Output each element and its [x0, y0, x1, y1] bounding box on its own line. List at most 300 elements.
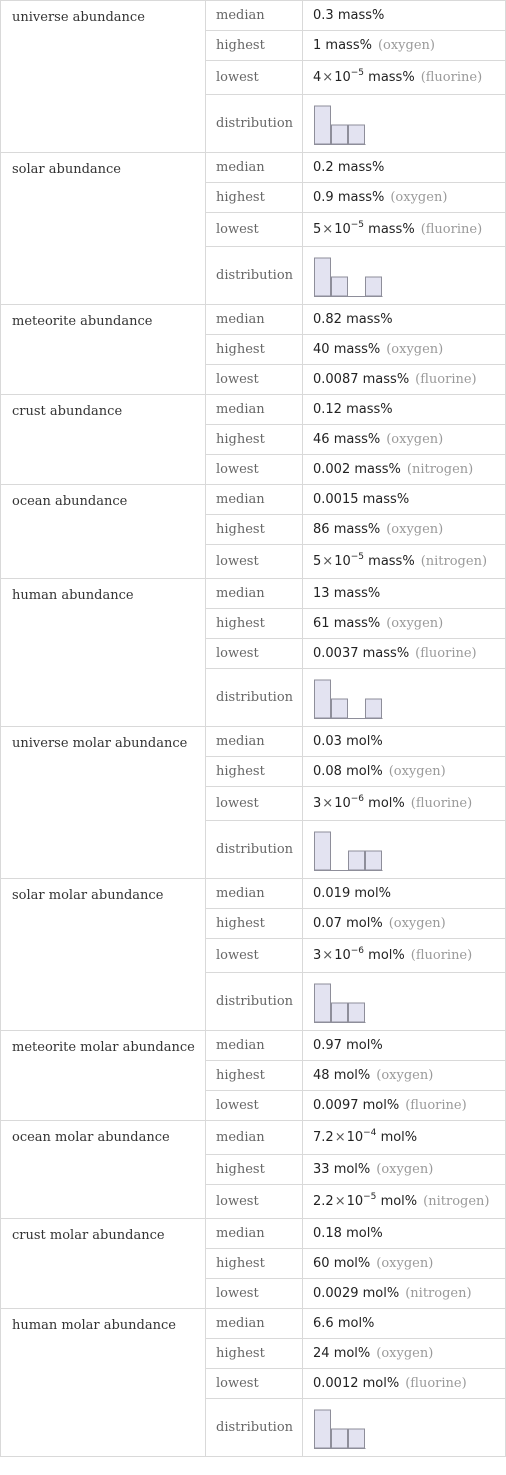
distribution-histogram: [313, 1407, 383, 1451]
property-cell: [0, 726, 206, 879]
element-note: (oxygen): [386, 432, 444, 447]
subproperty-cell: [205, 1218, 303, 1249]
value-text: [313, 1130, 417, 1145]
value-cell: [302, 182, 506, 213]
distribution-histogram: [313, 829, 383, 873]
value-number: 0.002: [313, 462, 351, 477]
subproperty-label: median: [216, 1130, 265, 1145]
subproperty-label: highest: [216, 764, 265, 779]
subproperty-cell: [205, 212, 303, 247]
value-number: 24: [313, 1346, 330, 1361]
subproperty-label: median: [216, 1316, 265, 1331]
subproperty-label: lowest: [216, 1286, 259, 1301]
subproperty-label: lowest: [216, 1098, 259, 1113]
element-note: (nitrogen): [406, 462, 474, 477]
value-unit: mass%: [368, 222, 415, 237]
subproperty-label: median: [216, 8, 265, 23]
value-exponent: −4: [363, 1128, 377, 1138]
value-cell: [302, 820, 506, 879]
value-unit: mol%: [333, 1162, 371, 1177]
value-unit: mass%: [368, 70, 415, 85]
value-text: [313, 1068, 433, 1083]
value-cell: [302, 0, 506, 31]
value-text: [313, 616, 443, 631]
property-cell: [0, 152, 206, 305]
histogram-bar: [315, 832, 331, 870]
value-unit: mass%: [325, 38, 372, 53]
times-sign: ×: [322, 948, 334, 963]
subproperty-cell: [205, 1308, 303, 1339]
subproperty-cell: [205, 60, 303, 95]
subproperty-label: distribution: [216, 116, 294, 131]
subproperty-cell: [205, 304, 303, 335]
value-number: 46: [313, 432, 330, 447]
value-text: [313, 38, 435, 53]
value-text: [313, 764, 446, 779]
subproperty-cell: [205, 938, 303, 973]
times-sign: ×: [322, 554, 334, 569]
value-number: 0.0037: [313, 646, 359, 661]
histogram-bar: [349, 851, 365, 870]
value-cell: [302, 544, 506, 579]
subproperty-label: highest: [216, 342, 265, 357]
value-text: [313, 1038, 383, 1053]
times-sign: ×: [322, 70, 334, 85]
value-text: [313, 372, 477, 387]
value-number: 0.0015: [313, 492, 359, 507]
subproperty-cell: [205, 820, 303, 879]
subproperty-cell: [205, 30, 303, 61]
value-unit: mass%: [333, 616, 381, 631]
value-exponent: −5: [363, 1192, 377, 1202]
histogram-bar: [332, 1429, 348, 1448]
distribution-histogram: [313, 677, 383, 721]
value-number: 0.12: [313, 402, 342, 417]
subproperty-cell: [205, 484, 303, 515]
subproperty-cell: [205, 1120, 303, 1155]
histogram-bar: [349, 125, 365, 144]
value-cell: [302, 1398, 506, 1457]
value-cell: [302, 424, 506, 455]
value-cell: [302, 60, 506, 95]
value-cell: [302, 668, 506, 727]
element-note: (oxygen): [386, 342, 444, 357]
value-unit: mol%: [333, 1346, 371, 1361]
subproperty-cell: [205, 1090, 303, 1121]
value-cell: [302, 394, 506, 425]
histogram-bar: [315, 984, 331, 1022]
subproperty-cell: [205, 1060, 303, 1091]
value-unit: mass%: [368, 554, 415, 569]
subproperty-label: median: [216, 886, 265, 901]
subproperty-cell: [205, 364, 303, 395]
value-text: [313, 948, 472, 963]
subproperty-label: median: [216, 160, 265, 175]
value-text: [313, 1286, 472, 1301]
element-note: (nitrogen): [423, 1194, 490, 1209]
value-text: [313, 522, 443, 537]
subproperty-cell: [205, 878, 303, 909]
value-cell: [302, 1308, 506, 1339]
subproperty-cell: [205, 1154, 303, 1185]
value-unit: mol%: [380, 1194, 418, 1209]
value-exponent: −6: [350, 946, 365, 956]
value-text: [313, 402, 393, 417]
value-number: 13: [313, 586, 330, 601]
value-unit: mass%: [333, 342, 381, 357]
subproperty-label: median: [216, 1038, 265, 1053]
value-cell: [302, 756, 506, 787]
value-cell: [302, 454, 506, 485]
value-text: [313, 586, 380, 601]
property-cell: [0, 1120, 206, 1219]
subproperty-cell: [205, 1398, 303, 1457]
property-group: [0, 484, 506, 579]
value-number: 40: [313, 342, 330, 357]
subproperty-cell: [205, 1030, 303, 1061]
value-cell: [302, 1090, 506, 1121]
property-group: [0, 1218, 506, 1309]
value-text: [313, 8, 384, 23]
value-cell: [302, 212, 506, 247]
subproperty-cell: [205, 638, 303, 669]
value-base: 10: [346, 1194, 364, 1209]
subproperty-cell: [205, 1248, 303, 1279]
property-cell: [0, 484, 206, 579]
value-base: 10: [334, 70, 351, 85]
property-label: meteorite molar abundance: [12, 1040, 195, 1055]
value-cell: [302, 1218, 506, 1249]
subproperty-cell: [205, 608, 303, 639]
value-mantissa: 3: [313, 796, 322, 811]
value-unit: mol%: [362, 1098, 400, 1113]
value-number: 1: [313, 38, 322, 53]
value-cell: [302, 364, 506, 395]
element-note: (oxygen): [388, 764, 446, 779]
value-text: [313, 160, 384, 175]
value-unit: mol%: [346, 734, 383, 749]
histogram-bar: [349, 1003, 365, 1022]
histogram-bar: [332, 277, 348, 296]
property-group: [0, 878, 506, 1031]
subproperty-label: distribution: [216, 268, 294, 283]
subproperty-cell: [205, 972, 303, 1031]
value-unit: mass%: [337, 160, 385, 175]
value-unit: mol%: [333, 1068, 371, 1083]
value-cell: [302, 304, 506, 335]
subproperty-label: highest: [216, 38, 265, 53]
value-cell: [302, 908, 506, 939]
times-sign: ×: [322, 222, 334, 237]
property-label: solar abundance: [12, 162, 121, 177]
subproperty-label: lowest: [216, 554, 259, 569]
property-group: [0, 726, 506, 879]
value-mantissa: 4: [313, 70, 322, 85]
value-cell: [302, 638, 506, 669]
subproperty-label: highest: [216, 522, 265, 537]
distribution-histogram: [313, 103, 383, 147]
value-text: [313, 190, 447, 205]
value-text: [313, 554, 487, 569]
value-exponent: −5: [350, 220, 365, 230]
property-cell: [0, 0, 206, 153]
property-cell: [0, 878, 206, 1031]
subproperty-label: highest: [216, 616, 265, 631]
value-unit: mass%: [346, 312, 393, 327]
value-unit: mass%: [346, 402, 393, 417]
element-note: (fluorine): [420, 70, 483, 85]
value-cell: [302, 1184, 506, 1219]
subproperty-cell: [205, 424, 303, 455]
property-cell: [0, 1030, 206, 1121]
subproperty-cell: [205, 152, 303, 183]
value-number: 0.0087: [313, 372, 359, 387]
element-note: (fluorine): [415, 372, 477, 387]
property-label: human molar abundance: [12, 1318, 176, 1333]
subproperty-label: lowest: [216, 646, 259, 661]
subproperty-cell: [205, 1368, 303, 1399]
subproperty-label: median: [216, 734, 265, 749]
element-note: (oxygen): [377, 38, 435, 53]
property-label: crust abundance: [12, 404, 123, 419]
value-unit: mol%: [368, 796, 405, 811]
value-unit: mol%: [362, 1286, 400, 1301]
histogram-bar: [332, 125, 348, 144]
value-exponent: −6: [350, 794, 365, 804]
value-mantissa: 5: [313, 222, 322, 237]
value-exponent: −5: [350, 552, 365, 562]
value-unit: mol%: [368, 948, 405, 963]
value-unit: mol%: [346, 1038, 383, 1053]
value-base: 10: [346, 1130, 364, 1145]
element-note: (oxygen): [376, 1346, 434, 1361]
value-number: 0.97: [313, 1038, 342, 1053]
value-text: [313, 70, 482, 85]
value-mantissa: 3: [313, 948, 322, 963]
element-note: (fluorine): [405, 1098, 467, 1113]
value-number: 0.0097: [313, 1098, 359, 1113]
value-text: [313, 432, 443, 447]
value-exponent: −5: [350, 68, 365, 78]
property-group: [0, 394, 506, 485]
subproperty-label: median: [216, 402, 265, 417]
subproperty-label: lowest: [216, 948, 259, 963]
subproperty-label: distribution: [216, 842, 294, 857]
value-number: 0.019: [313, 886, 351, 901]
value-unit: mol%: [362, 1376, 400, 1391]
value-number: 0.2: [313, 160, 334, 175]
value-cell: [302, 246, 506, 305]
value-mantissa: 7.2: [313, 1130, 334, 1145]
subproperty-label: highest: [216, 1162, 265, 1177]
subproperty-label: lowest: [216, 1194, 259, 1209]
value-unit: mass%: [362, 372, 410, 387]
value-text: [313, 886, 391, 901]
subproperty-cell: [205, 756, 303, 787]
subproperty-label: median: [216, 312, 265, 327]
value-base: 10: [334, 948, 351, 963]
subproperty-label: highest: [216, 1068, 265, 1083]
subproperty-label: lowest: [216, 372, 259, 387]
value-cell: [302, 334, 506, 365]
value-number: 60: [313, 1256, 330, 1271]
value-unit: mol%: [346, 764, 383, 779]
subproperty-cell: [205, 0, 303, 31]
value-cell: [302, 1368, 506, 1399]
times-sign: ×: [322, 796, 334, 811]
value-cell: [302, 786, 506, 821]
property-group: [0, 152, 506, 305]
property-group: [0, 1030, 506, 1121]
value-unit: mass%: [354, 462, 401, 477]
histogram-bar: [315, 258, 331, 296]
property-label: universe abundance: [12, 10, 145, 25]
value-unit: mol%: [380, 1130, 418, 1145]
value-number: 0.82: [313, 312, 342, 327]
value-unit: mass%: [333, 522, 381, 537]
value-cell: [302, 972, 506, 1031]
element-note: (oxygen): [376, 1256, 434, 1271]
property-label: crust molar abundance: [12, 1228, 165, 1243]
subproperty-cell: [205, 94, 303, 153]
value-unit: mass%: [337, 190, 385, 205]
value-text: [313, 1162, 433, 1177]
property-label: solar molar abundance: [12, 888, 164, 903]
value-text: [313, 222, 482, 237]
value-number: 0.9: [313, 190, 334, 205]
value-number: 0.03: [313, 734, 342, 749]
histogram-bar: [315, 680, 331, 718]
subproperty-cell: [205, 246, 303, 305]
property-group: [0, 578, 506, 727]
value-unit: mass%: [333, 586, 381, 601]
property-group: [0, 0, 506, 153]
value-text: [313, 1256, 433, 1271]
subproperty-label: lowest: [216, 796, 259, 811]
subproperty-cell: [205, 726, 303, 757]
subproperty-label: lowest: [216, 462, 259, 477]
element-note: (fluorine): [420, 222, 483, 237]
property-label: ocean molar abundance: [12, 1130, 170, 1145]
subproperty-cell: [205, 544, 303, 579]
value-text: [313, 462, 473, 477]
element-note: (oxygen): [388, 916, 446, 931]
subproperty-label: lowest: [216, 70, 259, 85]
subproperty-label: lowest: [216, 222, 259, 237]
subproperty-label: highest: [216, 916, 265, 931]
element-note: (nitrogen): [405, 1286, 472, 1301]
value-text: [313, 492, 409, 507]
histogram-bar: [366, 851, 382, 870]
subproperty-cell: [205, 908, 303, 939]
value-number: 61: [313, 616, 330, 631]
value-number: 0.08: [313, 764, 342, 779]
value-number: 0.07: [313, 916, 342, 931]
value-text: [313, 1098, 467, 1113]
value-mantissa: 5: [313, 554, 322, 569]
subproperty-cell: [205, 578, 303, 609]
value-cell: [302, 938, 506, 973]
value-number: 0.18: [313, 1226, 342, 1241]
property-cell: [0, 394, 206, 485]
value-cell: [302, 1248, 506, 1279]
value-text: [313, 342, 443, 357]
subproperty-cell: [205, 454, 303, 485]
value-mantissa: 2.2: [313, 1194, 334, 1209]
subproperty-label: median: [216, 586, 265, 601]
histogram-bar: [349, 1429, 365, 1448]
value-cell: [302, 152, 506, 183]
value-number: 86: [313, 522, 330, 537]
property-group: [0, 304, 506, 395]
value-cell: [302, 608, 506, 639]
value-cell: [302, 1338, 506, 1369]
subproperty-label: median: [216, 492, 265, 507]
value-base: 10: [334, 222, 351, 237]
element-note: (oxygen): [390, 190, 448, 205]
subproperty-cell: [205, 514, 303, 545]
element-note: (oxygen): [376, 1068, 434, 1083]
property-label: human abundance: [12, 588, 134, 603]
value-base: 10: [334, 554, 351, 569]
subproperty-label: median: [216, 1226, 265, 1241]
value-cell: [302, 30, 506, 61]
distribution-histogram: [313, 255, 383, 299]
value-unit: mass%: [362, 646, 410, 661]
value-number: 6.6: [313, 1316, 334, 1331]
subproperty-cell: [205, 1338, 303, 1369]
value-text: [313, 734, 383, 749]
subproperty-label: distribution: [216, 994, 294, 1009]
value-unit: mass%: [333, 432, 381, 447]
value-unit: mol%: [354, 886, 391, 901]
subproperty-label: distribution: [216, 1420, 294, 1435]
subproperty-label: lowest: [216, 1376, 259, 1391]
value-cell: [302, 1154, 506, 1185]
subproperty-cell: [205, 668, 303, 727]
value-cell: [302, 1278, 506, 1309]
value-unit: mol%: [346, 916, 383, 931]
value-cell: [302, 514, 506, 545]
subproperty-label: distribution: [216, 690, 294, 705]
element-note: (nitrogen): [420, 554, 488, 569]
element-note: (fluorine): [415, 646, 477, 661]
distribution-histogram: [313, 981, 383, 1025]
element-note: (oxygen): [376, 1162, 434, 1177]
property-group: [0, 1308, 506, 1457]
property-label: ocean abundance: [12, 494, 128, 509]
property-cell: [0, 1308, 206, 1457]
element-note: (fluorine): [410, 796, 473, 811]
subproperty-label: highest: [216, 190, 265, 205]
histogram-bar: [332, 1003, 348, 1022]
property-label: meteorite abundance: [12, 314, 153, 329]
value-cell: [302, 578, 506, 609]
subproperty-cell: [205, 1184, 303, 1219]
element-note: (oxygen): [386, 616, 444, 631]
value-cell: [302, 1030, 506, 1061]
value-unit: mol%: [337, 1316, 375, 1331]
value-text: [313, 916, 446, 931]
histogram-bar: [366, 277, 382, 296]
subproperty-label: highest: [216, 432, 265, 447]
value-text: [313, 1226, 383, 1241]
value-unit: mass%: [362, 492, 410, 507]
property-cell: [0, 578, 206, 727]
subproperty-cell: [205, 394, 303, 425]
value-number: 0.3: [313, 8, 334, 23]
subproperty-cell: [205, 334, 303, 365]
